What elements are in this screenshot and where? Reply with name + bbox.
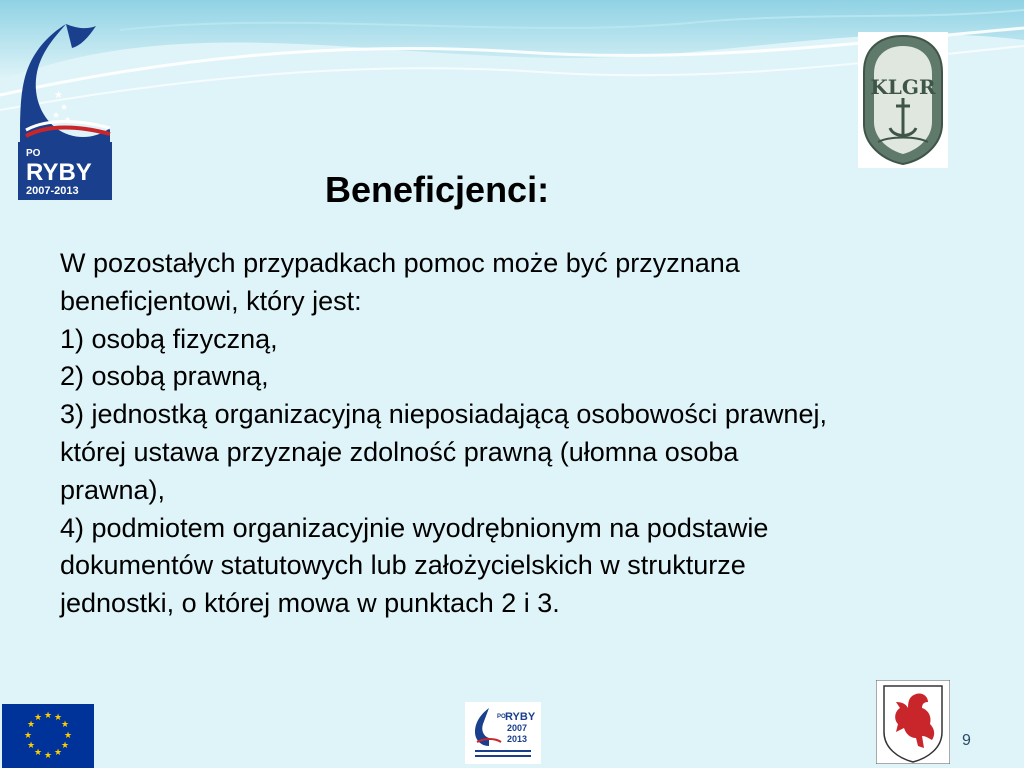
svg-text:★: ★ xyxy=(53,713,63,723)
svg-text:★: ★ xyxy=(64,115,72,124)
slide-title: Beneficjenci: xyxy=(325,169,550,210)
list-item: 1) osobą fizyczną, xyxy=(60,323,278,354)
svg-text:PO: PO xyxy=(497,714,506,720)
svg-text:PO: PO xyxy=(26,148,41,159)
list-item: 4) podmiotem organizacyjnie wyodrębnionym na podstawie dokumentów statutowych lub założycielskich w strukturze jednostki, o której mowa w punktach 2 i 3. xyxy=(60,512,769,619)
svg-text:KLGR: KLGR xyxy=(870,75,936,99)
list-item: 3) jednostką organizacyjną nieposiadającą osobowości prawnej, której ustawa przyznaje zdolność prawną (ułomna osoba prawna), xyxy=(60,399,827,505)
intro-paragraph: W pozostałych przypadkach pomoc może być przyznana beneficjentowi, który jest: xyxy=(60,248,740,316)
page-number: 9 xyxy=(962,732,971,749)
svg-text:★: ★ xyxy=(33,713,43,723)
svg-text:★: ★ xyxy=(54,90,63,101)
svg-text:★: ★ xyxy=(43,711,53,721)
svg-text:★: ★ xyxy=(43,751,53,761)
griffin-crest-icon xyxy=(876,680,950,764)
svg-text:★: ★ xyxy=(23,731,33,741)
svg-text:★: ★ xyxy=(60,741,70,751)
svg-text:★: ★ xyxy=(26,720,36,730)
fish-logo-icon xyxy=(18,18,112,200)
svg-text:★: ★ xyxy=(60,103,69,113)
svg-text:★: ★ xyxy=(60,720,70,730)
svg-text:2007: 2007 xyxy=(507,723,528,733)
ryby-small-logo-icon xyxy=(465,702,541,764)
svg-text:★: ★ xyxy=(33,748,43,758)
body-text xyxy=(60,245,840,623)
svg-text:RYBY: RYBY xyxy=(505,711,536,723)
anchor-seal-icon xyxy=(858,32,948,168)
svg-text:★: ★ xyxy=(53,748,63,758)
eu-flag-icon xyxy=(2,704,94,768)
svg-text:RYBY: RYBY xyxy=(26,159,92,186)
svg-text:2013: 2013 xyxy=(507,734,528,744)
svg-text:2007-2013: 2007-2013 xyxy=(26,185,79,197)
svg-text:★: ★ xyxy=(52,111,61,121)
svg-text:★: ★ xyxy=(63,731,73,741)
svg-text:★: ★ xyxy=(26,741,36,751)
list-item: 2) osobą prawną, xyxy=(60,361,269,392)
